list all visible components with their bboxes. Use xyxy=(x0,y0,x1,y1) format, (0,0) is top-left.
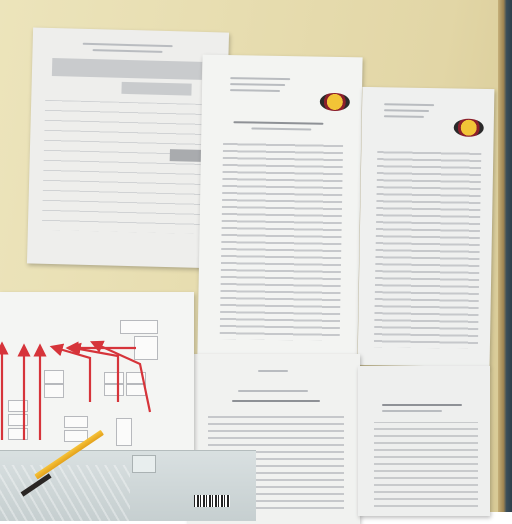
emblem-icon-2 xyxy=(454,118,484,137)
memo-sheet-1 xyxy=(197,55,362,358)
diagram-sheet xyxy=(0,292,194,452)
table-header-block xyxy=(52,58,202,80)
window-frame xyxy=(498,0,512,512)
arrow-4 xyxy=(56,348,90,402)
folder-slash-pattern xyxy=(0,465,130,521)
memo-2-body xyxy=(374,147,481,349)
table-header-block-2 xyxy=(121,82,191,96)
memo-1-body xyxy=(220,139,343,341)
diagram-arrows xyxy=(0,292,194,452)
notice-sheet-2 xyxy=(358,366,490,516)
barcode-icon xyxy=(194,495,230,507)
table-shaded-cell xyxy=(170,149,202,162)
notice-2-body xyxy=(374,422,478,512)
table-grid xyxy=(42,100,215,234)
emblem-icon xyxy=(320,93,350,112)
folder-icon xyxy=(132,455,156,473)
memo-sheet-2 xyxy=(358,87,495,367)
